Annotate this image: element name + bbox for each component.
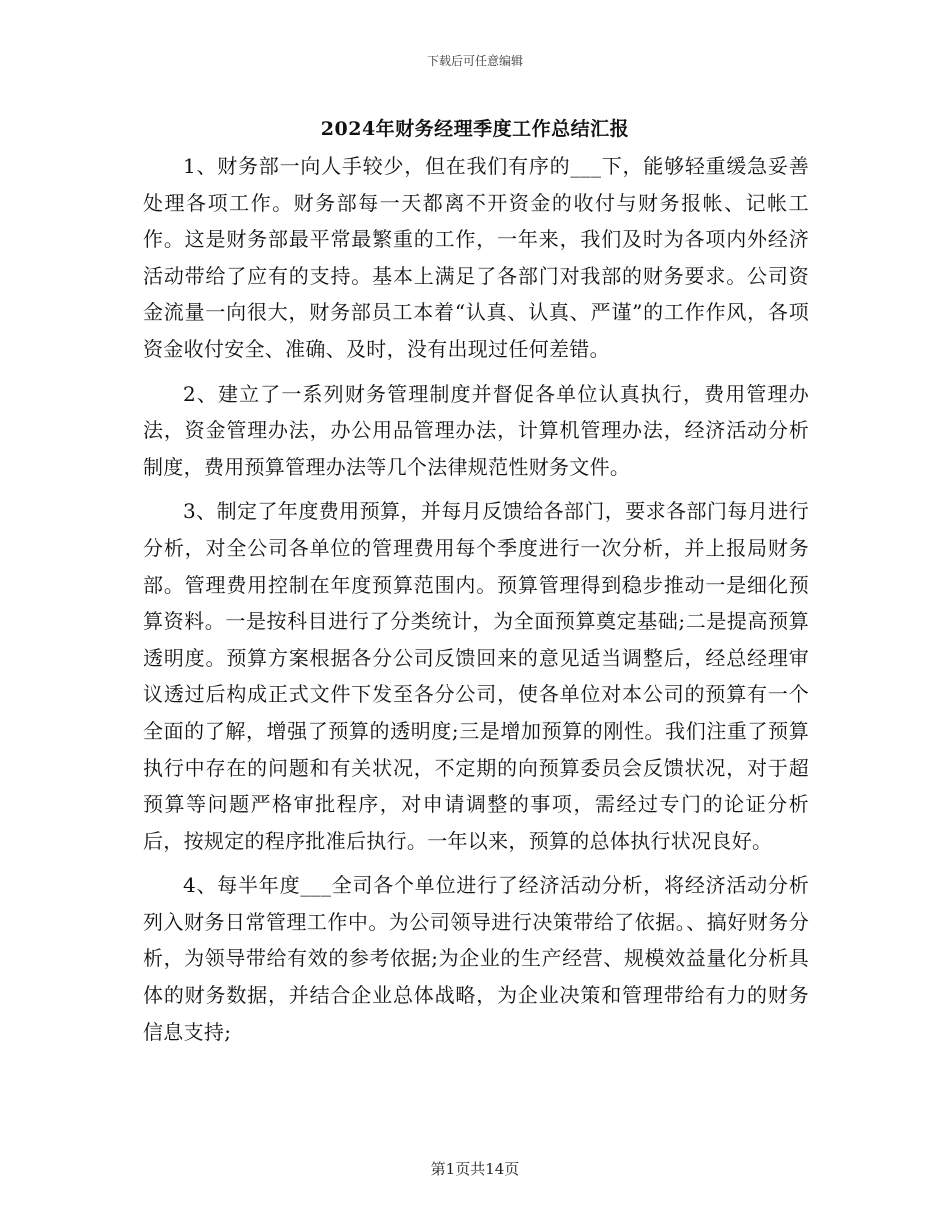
paragraph-3: 3、制定了年度费用预算，并每月反馈给各部门，要求各部门每月进行分析，对全公司各单位的管理费用每个季度进行一次分析，并上报局财务部。管理费用控制在年度预算范围内。预算管理得到稳步推动一是细化预算资料。一是按科目进行了分类统计，为全面预算奠定基础;二是提高预算透明度。预算方案根据各分公司反馈回来的意见适当调整后，经总经理审议透过后构成正式文件下发至各分公司，使各单位对本公司的预算有一个全面的了解，增强了预算的透明度;三是增加预算的刚性。我们注重了预算执行中存在的问题和有关状况，不定期的向预算委员会反馈状况，对于超预算等问题严格审批程序，对申请调整的事项，需经过专门的论证分析后，按规定的程序批准后执行。一年以来，预算的总体执行状况良好。 bbox=[143, 499, 809, 853]
page-number: 第1页共14页 bbox=[430, 1160, 520, 1178]
document-title: 2024年财务经理季度工作总结汇报 bbox=[320, 118, 630, 140]
document-body bbox=[143, 148, 809, 1058]
paragraph-1: 1、财务部一向人手较少，但在我们有序的___下，能够轻重缓急妥善处理各项工作。财务部每一天都离不开资金的收付与财务报帐、记帐工作。这是财务部最平常最繁重的工作，一年来，我们及时为各项内外经济活动带给了应有的支持。基本上满足了各部门对我部的财务要求。公司资金流量一向很大，财务部员工本着“认真、认真、严谨”的工作作风，各项资金收付安全、准确、及时，没有出现过任何差错。 bbox=[143, 154, 809, 361]
header-note: 下载后可任意编辑 bbox=[426, 54, 523, 68]
paragraph-4: 4、每半年度___全司各个单位进行了经济活动分析，将经济活动分析列入财务日常管理工作中。为公司领导进行决策带给了依据。、搞好财务分析，为领导带给有效的参考依据;为企业的生产经营、规模效益量化分析具体的财务数据，并结合企业总体战略，为企业决策和管理带给有力的财务信息支持; bbox=[143, 873, 809, 1044]
paragraph-2: 2、建立了一系列财务管理制度并督促各单位认真执行，费用管理办法，资金管理办法，办公用品管理办法，计算机管理办法，经济活动分析制度，费用预算管理办法等几个法律规范性财务文件。 bbox=[143, 381, 809, 479]
